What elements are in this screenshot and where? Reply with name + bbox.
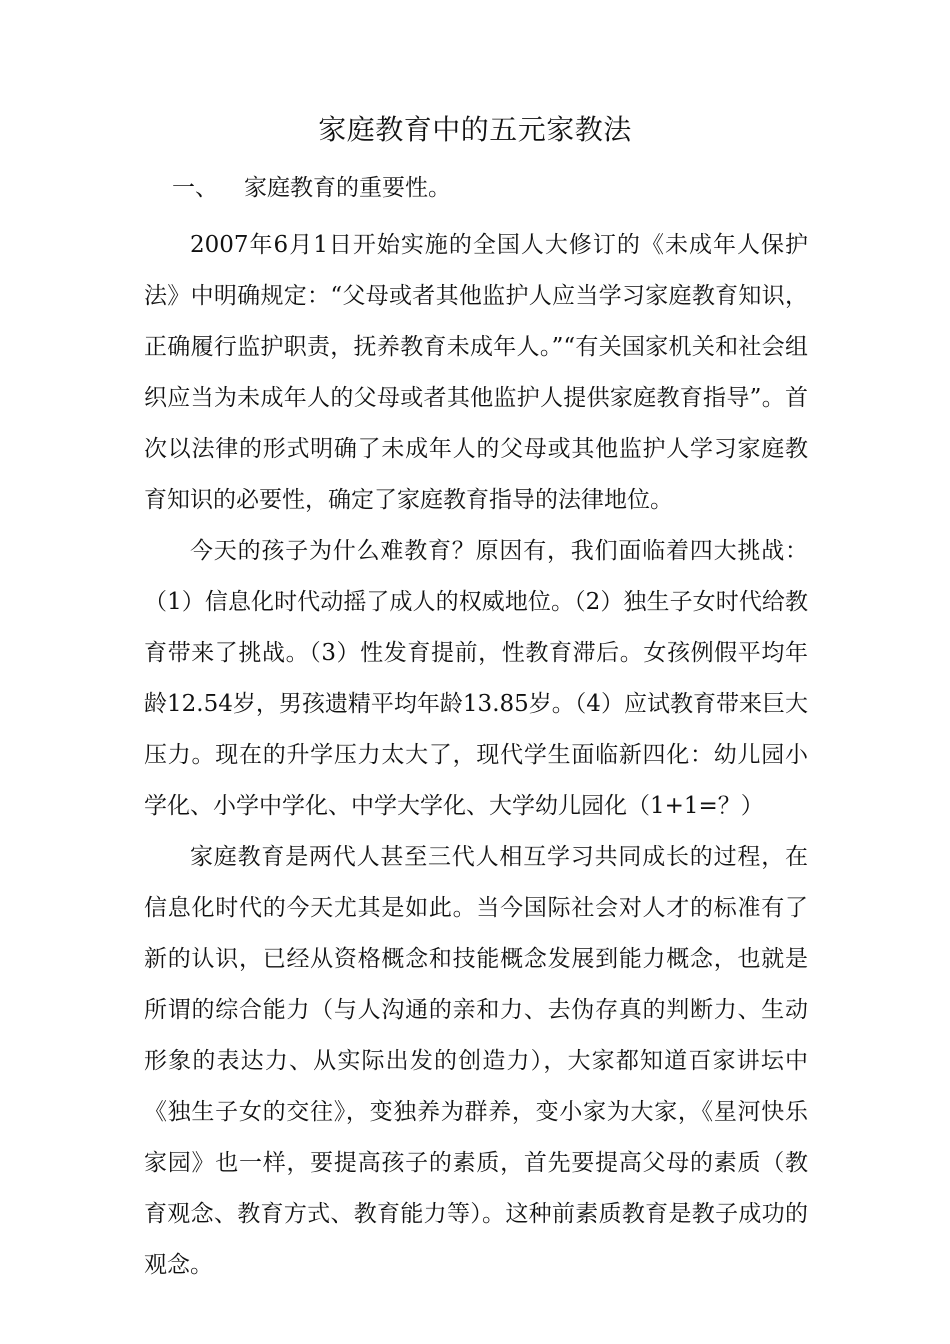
document-body: [144, 220, 808, 1291]
paragraph-family-education: 家庭教育是两代人甚至三代人相互学习共同成长的过程，在信息化时代的今天尤其是如此。当今国际社会对人才的标准有了新的认识，已经从资格概念和技能概念发展到能力概念，也就是所谓的综合能力（与人沟通的亲和力、去伪存真的判断力、生动形象的表达力、从实际出发的创造力），大家都知道百家讲坛中《独生子女的交往》，变独养为群养，变小家为大家，《星河快乐家园》也一样，要提高孩子的素质，首先要提高父母的素质（教育观念、教育方式、教育能力等）。这种前素质教育是教子成功的观念。: [144, 844, 808, 1278]
section-number: 一、: [172, 175, 218, 201]
section-heading: [172, 170, 451, 206]
paragraph-law: 2007年6月1日开始实施的全国人大修订的《未成年人保护法》中明确规定：“父母或者其他监护人应当学习家庭教育知识，正确履行监护职责，抚养教育未成年人。”“有关国家机关和社会组织应当为未成年人的父母或者其他监护人提供家庭教育指导”。首次以法律的形式明确了未成年人的父母或其他监护人学习家庭教育知识的必要性，确定了家庭教育指导的法律地位。: [144, 232, 808, 513]
section-heading-text: 家庭教育的重要性。: [244, 175, 451, 201]
document-title: 家庭教育中的五元家教法: [318, 113, 632, 146]
paragraph-challenges: 今天的孩子为什么难教育？原因有，我们面临着四大挑战：（1）信息化时代动摇了成人的权威地位。（2）独生子女时代给教育带来了挑战。（3）性发育提前，性教育滞后。女孩例假平均年龄12.54岁，男孩遗精平均年龄13.85岁。（4）应试教育带来巨大压力。现在的升学压力太大了，现代学生面临新四化：幼儿园小学化、小学中学化、中学大学化、大学幼儿园化（1+1=？）: [144, 538, 808, 819]
